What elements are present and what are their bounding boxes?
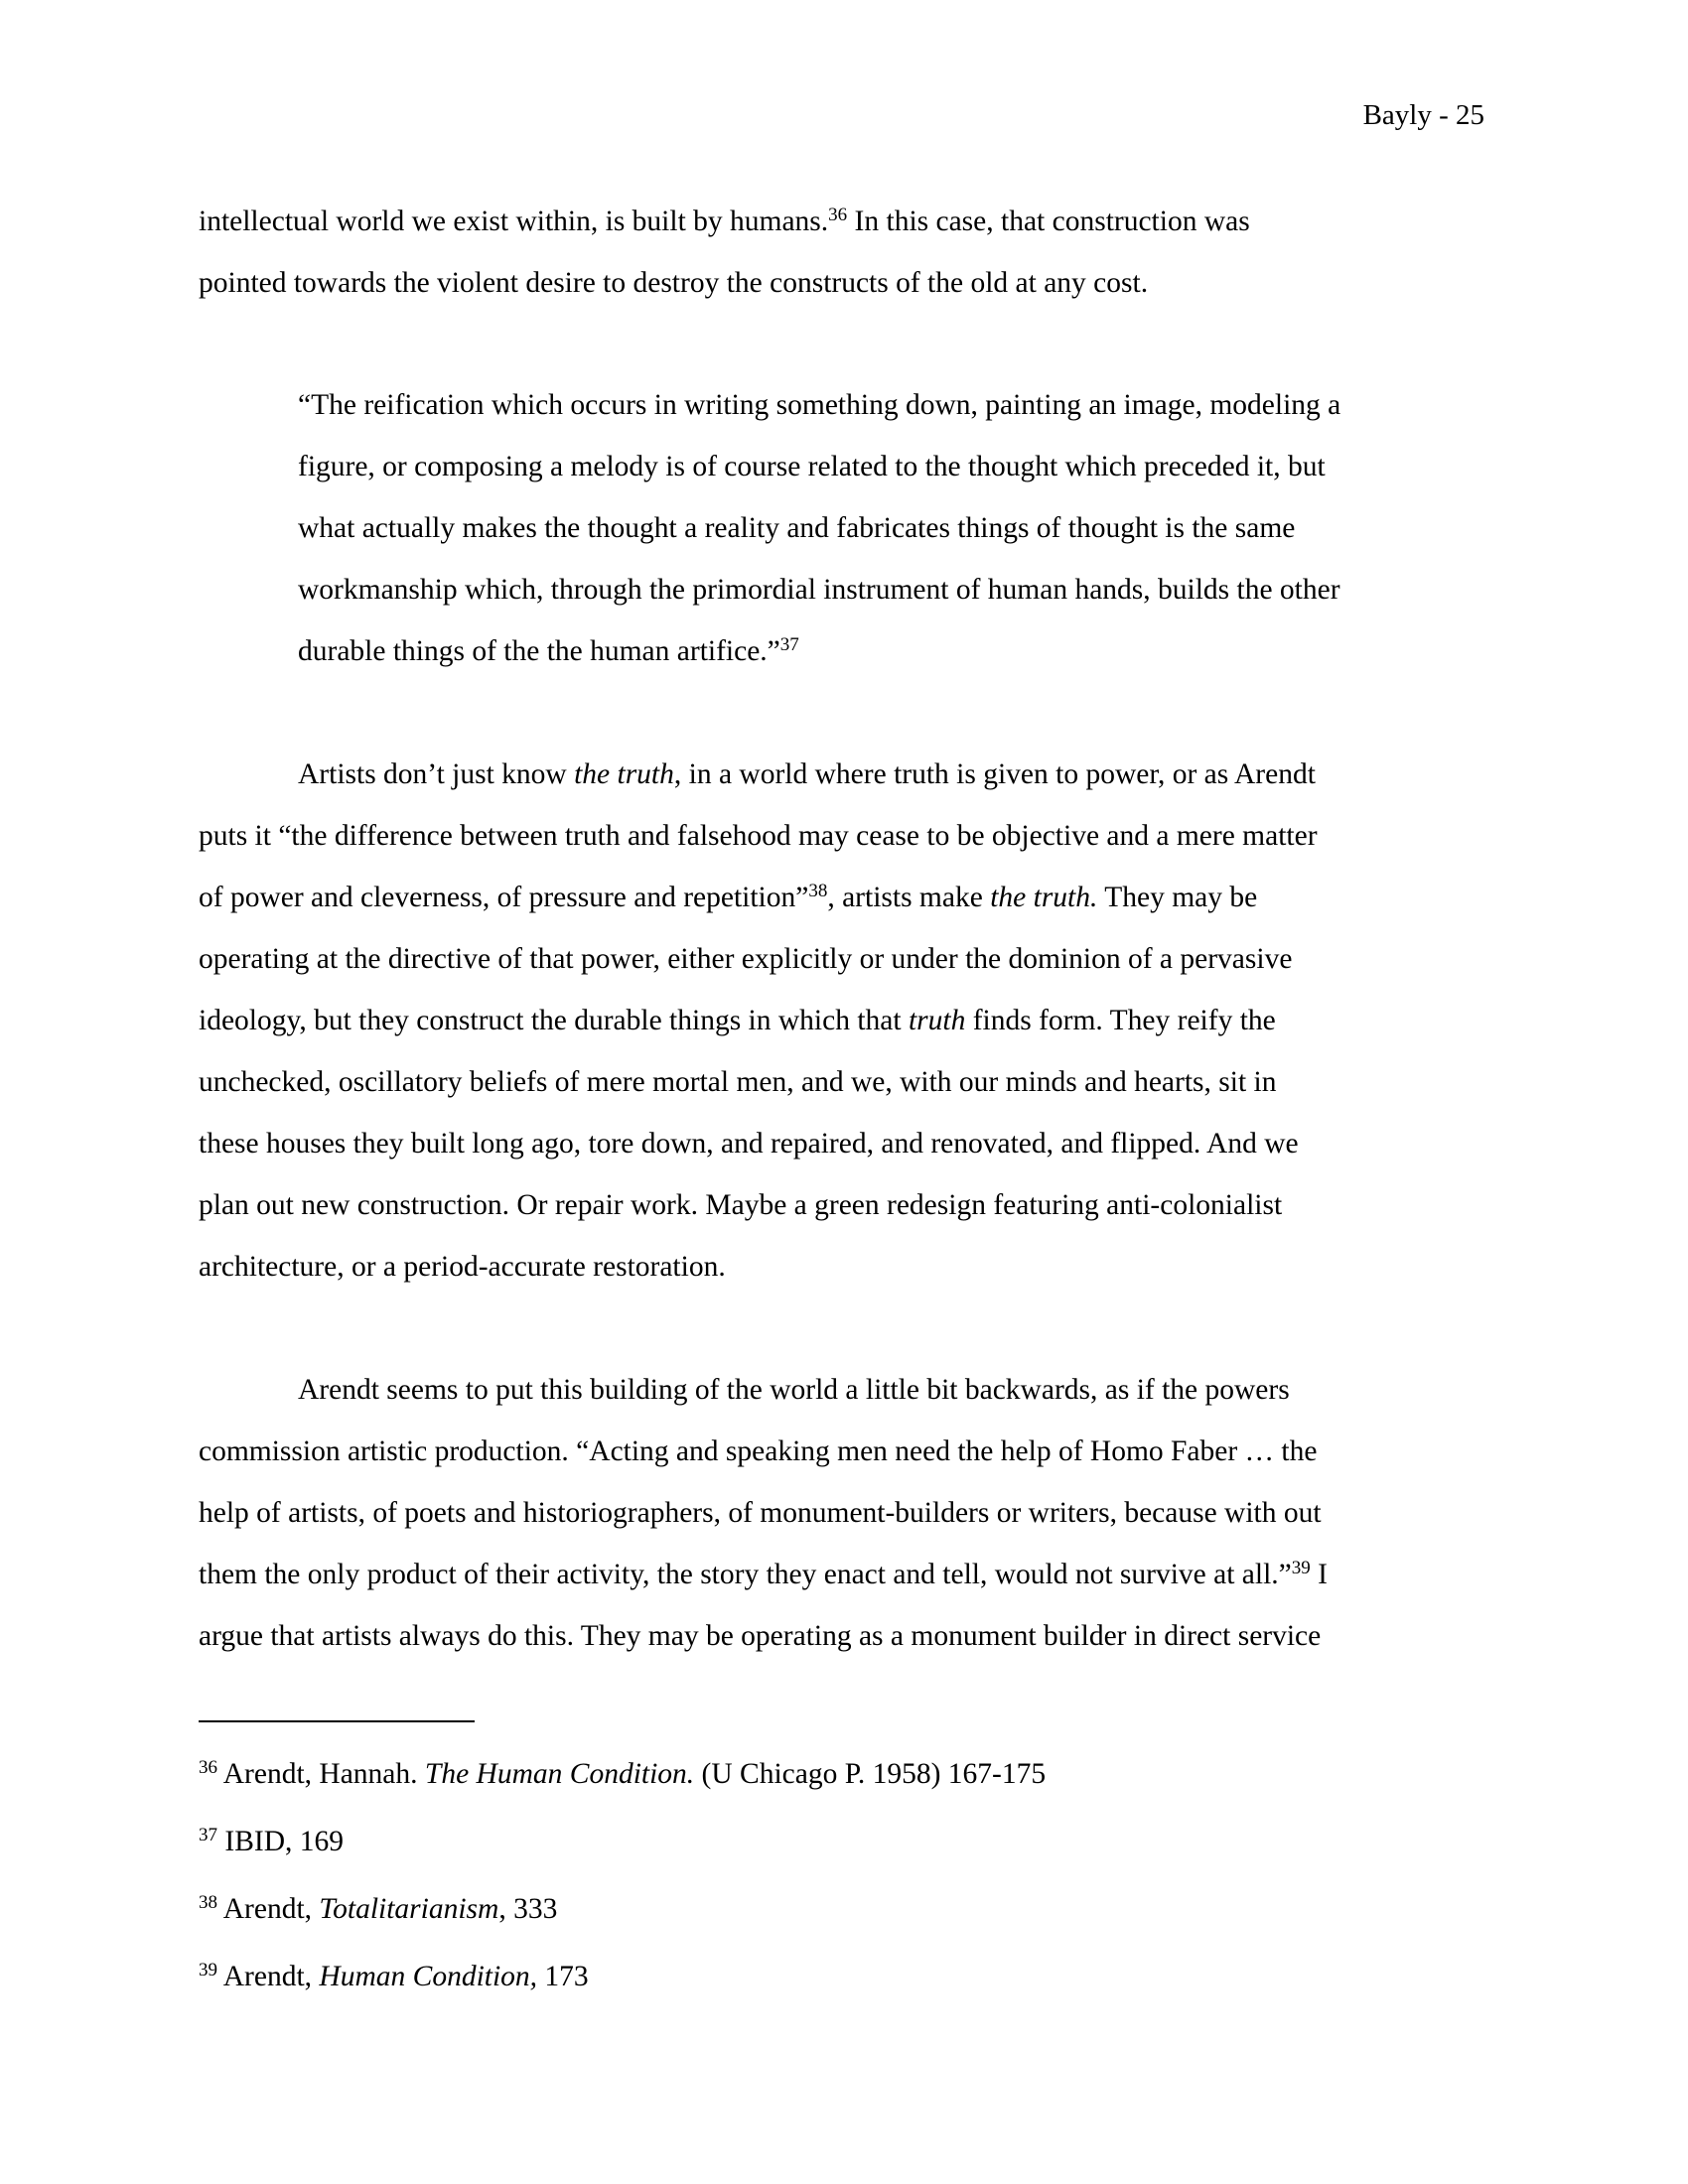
footnote: $^{39}$ Arendt, Human Condition, 173 bbox=[199, 1960, 589, 1992]
body-line: puts it “the difference between truth and falsehood may cease to be objective and a mere matter bbox=[199, 820, 1318, 852]
body-line: Artists don’t just know the truth, in a world where truth is given to power, or as Arendt bbox=[298, 758, 1316, 790]
footnote: $^{38}$ Arendt, Totalitarianism, 333 bbox=[199, 1892, 558, 1925]
page-header: Bayly - 25 bbox=[1362, 99, 1484, 131]
body-line: help of artists, of poets and historiographers, of monument-builders or writers, because with out bbox=[199, 1497, 1322, 1529]
quote-line: figure, or composing a melody is of course related to the thought which preceded it, but bbox=[298, 451, 1326, 482]
footnote-ref: 39 bbox=[1291, 1558, 1311, 1578]
body-line: plan out new construction. Or repair work. Maybe a green redesign featuring anti-colonialist bbox=[199, 1189, 1283, 1221]
footnote: $^{37}$ IBID, 169 bbox=[199, 1825, 345, 1857]
body-line: pointed towards the violent desire to destroy the constructs of the old at any cost. bbox=[199, 267, 1149, 299]
body-line: unchecked, oscillatory beliefs of mere mortal men, and we, with our minds and hearts, sit in bbox=[199, 1066, 1277, 1098]
footnote: $^{36}$ Arendt, Hannah. The Human Condition. (U Chicago P. 1958) 167-175 bbox=[199, 1757, 1047, 1790]
body-line: operating at the directive of that power, either explicitly or under the dominion of a pervasive bbox=[199, 943, 1293, 975]
body-line: them the only product of their activity, the story they enact and tell, would not survive at all.”$^{39}$ I bbox=[199, 1558, 1328, 1590]
body-line: ideology, but they construct the durable things in which that truth finds form. They reify the bbox=[199, 1005, 1276, 1036]
body-line: argue that artists always do this. They may be operating as a monument builder in direct service bbox=[199, 1620, 1322, 1652]
footnote-ref: 38 bbox=[808, 881, 828, 901]
body-line: intellectual world we exist within, is built by humans.$^{36}$ In this case, that construction was bbox=[199, 205, 1250, 237]
quote-line: durable things of the the human artifice.”$^{37}$ bbox=[298, 634, 799, 667]
footnote-ref: 36 bbox=[828, 205, 848, 225]
quote-line: workmanship which, through the primordial instrument of human hands, builds the other bbox=[298, 574, 1340, 606]
body-line: commission artistic production. “Acting and speaking men need the help of Homo Faber … the bbox=[199, 1435, 1318, 1467]
footnote-ref: 37 bbox=[779, 634, 799, 655]
quote-line: what actually makes the thought a reality and fabricates things of thought is the same bbox=[298, 512, 1296, 544]
footnote-separator bbox=[199, 1720, 475, 1722]
body-line: architecture, or a period-accurate restoration. bbox=[199, 1251, 726, 1283]
quote-line: “The reification which occurs in writing something down, painting an image, modeling a bbox=[298, 389, 1341, 421]
body-line: these houses they built long ago, tore down, and repaired, and renovated, and flipped. And we bbox=[199, 1128, 1299, 1160]
body-line: Arendt seems to put this building of the world a little bit backwards, as if the powers bbox=[298, 1374, 1290, 1406]
body-line: of power and cleverness, of pressure and repetition”$^{38}$, artists make the truth. They may be bbox=[199, 881, 1258, 913]
